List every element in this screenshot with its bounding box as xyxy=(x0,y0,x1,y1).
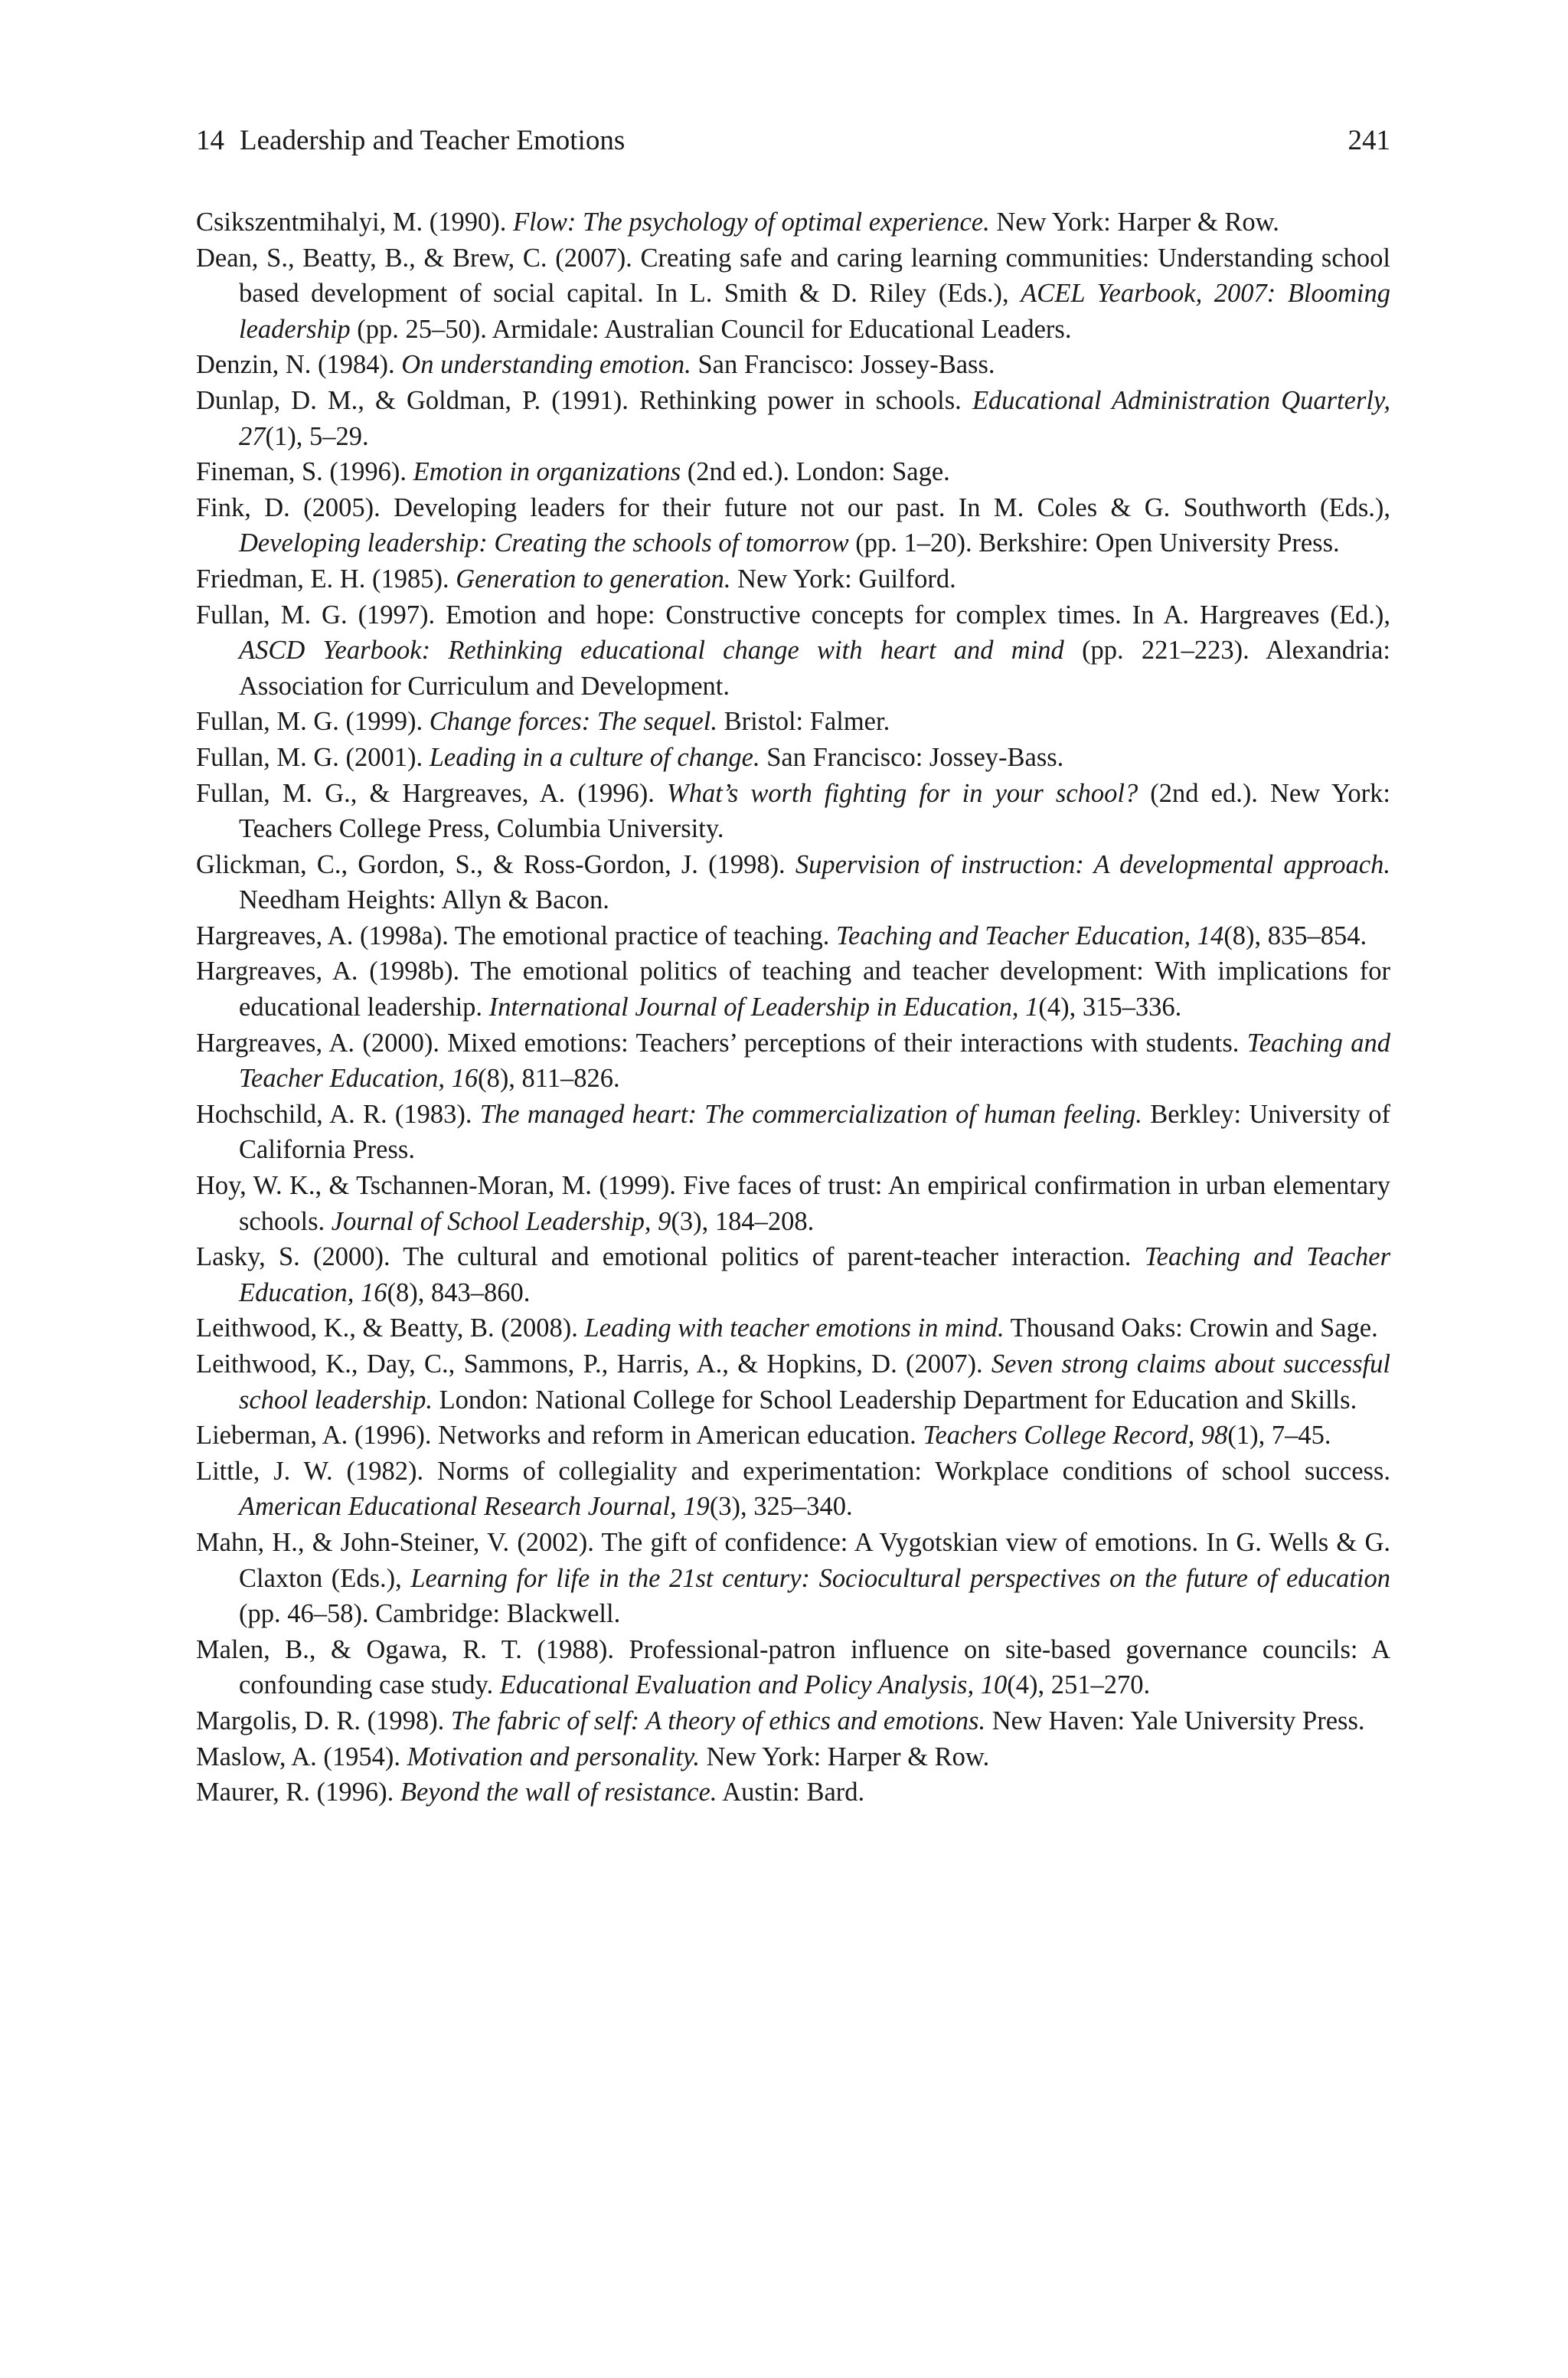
reference-text: Maurer, R. (1996). xyxy=(196,1778,400,1807)
reference-entry xyxy=(196,1168,1390,1239)
reference-entry xyxy=(196,776,1390,847)
reference-title-italic: American Educational Research Journal, 19 xyxy=(239,1492,710,1522)
reference-title-italic: Flow: The psychology of optimal experience. xyxy=(512,208,990,237)
reference-entry xyxy=(196,1346,1390,1418)
reference-title-italic: Supervision of instruction: A developmental approach. xyxy=(795,849,1390,879)
reference-title-italic: Change forces: The sequel. xyxy=(429,707,717,737)
reference-entry xyxy=(196,1632,1390,1703)
reference-title-italic: What’s worth fighting for in your school? xyxy=(666,778,1138,808)
reference-title-italic: Leading in a culture of change. xyxy=(429,742,760,772)
reference-entry xyxy=(196,597,1390,705)
reference-title-italic: Emotion in organizations xyxy=(413,457,681,487)
reference-text: Hargreaves, A. (1998a). The emotional practice of teaching. xyxy=(196,921,836,950)
reference-text: (3), 325–340. xyxy=(709,1492,853,1522)
reference-text: Mahn, H., & John-Steiner, V. (2002). The gift of confidence: A Vygotskian view of emotions. In G. Wells & G. Claxton (Eds.), xyxy=(196,1527,1390,1593)
reference-text: Leithwood, K., & Beatty, B. (2008). xyxy=(196,1313,585,1343)
reference-text: New York: Harper & Row. xyxy=(700,1742,990,1771)
reference-text: Fineman, S. (1996). xyxy=(196,457,413,487)
reference-text: Fullan, M. G., & Hargreaves, A. (1996). xyxy=(196,778,667,808)
reference-title-italic: Educational Administration Quarterly, 27 xyxy=(239,385,1390,451)
reference-text: Denzin, N. (1984). xyxy=(196,350,402,380)
reference-entry xyxy=(196,918,1390,954)
reference-text: Malen, B., & Ogawa, R. T. (1988). Professional-patron influence on site-based governance councils: A confounding case study. xyxy=(196,1634,1390,1700)
reference-text: Needham Heights: Allyn & Bacon. xyxy=(239,885,609,915)
reference-text: (pp. 46–58). Cambridge: Blackwell. xyxy=(239,1599,621,1629)
reference-entry xyxy=(196,1418,1390,1454)
reference-text: New York: Harper & Row. xyxy=(989,208,1279,237)
reference-text: New York: Guilford. xyxy=(730,564,956,594)
chapter-number: 14 xyxy=(196,125,224,156)
page-number: 241 xyxy=(1348,125,1390,156)
reference-text: New Haven: Yale University Press. xyxy=(985,1706,1365,1735)
reference-text: (pp. 25–50). Armidale: Australian Council for Educational Leaders. xyxy=(350,314,1072,344)
reference-text: Hoy, W. K., & Tschannen-Moran, M. (1999). Five faces of trust: An empirical confirmation in urban elementary schools. xyxy=(196,1171,1390,1236)
reference-text: Glickman, C., Gordon, S., & Ross-Gordon, J. (1998). xyxy=(196,849,795,879)
reference-title-italic: Learning for life in the 21st century: Sociocultural perspectives on the future of education xyxy=(410,1563,1390,1593)
reference-text: (8), 835–854. xyxy=(1223,921,1367,950)
reference-title-italic: Teaching and Teacher Education, 14 xyxy=(836,921,1224,950)
running-head xyxy=(196,123,1390,159)
reference-text: Dean, S., Beatty, B., & Brew, C. (2007). Creating safe and caring learning communities: Understanding school based development of social capital. In L. Smith & D. Riley (Eds.), xyxy=(196,243,1390,309)
reference-text: (2nd ed.). London: Sage. xyxy=(681,457,950,487)
reference-entry xyxy=(196,1097,1390,1168)
reference-entry xyxy=(196,561,1390,597)
reference-text: Friedman, E. H. (1985). xyxy=(196,564,456,594)
reference-text: (pp. 221–223). Alexandria: Association for Curriculum and Development. xyxy=(239,636,1390,701)
running-head-left xyxy=(196,123,640,159)
reference-text: Lasky, S. (2000). The cultural and emotional politics of parent-teacher interaction. xyxy=(196,1242,1145,1272)
reference-entry xyxy=(196,1454,1390,1525)
reference-entry xyxy=(196,1310,1390,1346)
reference-text: Hochschild, A. R. (1983). xyxy=(196,1099,480,1129)
reference-entry xyxy=(196,847,1390,918)
reference-entry xyxy=(196,454,1390,490)
reference-entry xyxy=(196,1025,1390,1097)
reference-text: (pp. 1–20). Berkshire: Open University Press. xyxy=(848,528,1340,558)
reference-entry xyxy=(196,1239,1390,1310)
reference-title-italic: Teaching and Teacher Education, 16 xyxy=(239,1242,1391,1307)
reference-entry xyxy=(196,704,1390,740)
reference-text: Hargreaves, A. (2000). Mixed emotions: Teachers’ perceptions of their interactions with students. xyxy=(196,1028,1247,1058)
reference-title-italic: Teachers College Record, 98 xyxy=(923,1421,1228,1451)
reference-text: (4), 251–270. xyxy=(1007,1670,1151,1700)
reference-text: (8), 811–826. xyxy=(478,1064,620,1094)
reference-text: Leithwood, K., Day, C., Sammons, P., Harris, A., & Hopkins, D. (2007). xyxy=(196,1349,991,1379)
reference-text: Maslow, A. (1954). xyxy=(196,1742,407,1771)
reference-text: Dunlap, D. M., & Goldman, P. (1991). Rethinking power in schools. xyxy=(196,385,972,415)
reference-text: (1), 7–45. xyxy=(1227,1421,1331,1451)
reference-title-italic: The fabric of self: A theory of ethics and emotions. xyxy=(450,1706,986,1735)
reference-entry xyxy=(196,1739,1390,1775)
reference-title-italic: Leading with teacher emotions in mind. xyxy=(584,1313,1004,1343)
reference-text: Austin: Bard. xyxy=(717,1778,865,1807)
reference-title-italic: The managed heart: The commercialization of human feeling. xyxy=(479,1099,1142,1129)
reference-entry xyxy=(196,347,1390,383)
reference-text: Fink, D. (2005). Developing leaders for their future not our past. In M. Coles & G. Southworth (Eds.), xyxy=(196,492,1390,522)
reference-title-italic: Educational Evaluation and Policy Analysis, 10 xyxy=(499,1670,1008,1700)
reference-entry xyxy=(196,953,1390,1025)
reference-title-italic: ASCD Yearbook: Rethinking educational change with heart and mind xyxy=(239,636,1064,666)
reference-text: Berkley: University of California Press. xyxy=(239,1099,1391,1165)
book-page xyxy=(196,123,1390,1810)
reference-text: Lieberman, A. (1996). Networks and reform in American education. xyxy=(196,1421,923,1451)
reference-text: Bristol: Falmer. xyxy=(717,707,890,737)
reference-text: Csikszentmihalyi, M. (1990). xyxy=(196,208,513,237)
reference-text: (2nd ed.). New York: Teachers College Press, Columbia University. xyxy=(239,778,1390,844)
reference-title-italic: Teaching and Teacher Education, 16 xyxy=(239,1028,1391,1094)
reference-entry xyxy=(196,240,1390,348)
reference-entry xyxy=(196,1775,1390,1810)
reference-text: Hargreaves, A. (1998b). The emotional politics of teaching and teacher development: With implications for educational leadership. xyxy=(196,957,1390,1022)
reference-text: Fullan, M. G. (1999). xyxy=(196,707,430,737)
reference-entry xyxy=(196,204,1390,240)
reference-title-italic: Generation to generation. xyxy=(456,564,731,594)
reference-text: San Francisco: Jossey-Bass. xyxy=(691,350,995,380)
reference-title-italic: Journal of School Leadership, 9 xyxy=(331,1206,671,1236)
reference-entry xyxy=(196,490,1390,561)
reference-entry xyxy=(196,1525,1390,1632)
reference-title-italic: Beyond the wall of resistance. xyxy=(400,1778,717,1807)
chapter-title: Leadership and Teacher Emotions xyxy=(240,125,626,156)
reference-list xyxy=(196,204,1390,1810)
reference-text: Margolis, D. R. (1998). xyxy=(196,1706,451,1735)
reference-text: Fullan, M. G. (1997). Emotion and hope: Constructive concepts for complex times. In A. Hargreaves (Ed.), xyxy=(196,600,1390,630)
reference-entry xyxy=(196,1703,1390,1739)
reference-text: (4), 315–336. xyxy=(1038,993,1182,1022)
reference-text: London: National College for School Leadership Department for Education and Skills. xyxy=(432,1385,1357,1415)
reference-text: Fullan, M. G. (2001). xyxy=(196,742,430,772)
reference-text: Little, J. W. (1982). Norms of collegiality and experimentation: Workplace conditions of school success. xyxy=(196,1456,1390,1486)
reference-title-italic: Developing leadership: Creating the schools of tomorrow xyxy=(239,528,849,558)
reference-text: Thousand Oaks: Crowin and Sage. xyxy=(1004,1313,1378,1343)
reference-title-italic: International Journal of Leadership in Education, 1 xyxy=(488,993,1039,1022)
reference-entry xyxy=(196,383,1390,454)
reference-title-italic: Motivation and personality. xyxy=(407,1742,701,1771)
reference-title-italic: Seven strong claims about successful school leadership. xyxy=(239,1349,1390,1415)
reference-text: (3), 184–208. xyxy=(671,1206,815,1236)
reference-text: (8), 843–860. xyxy=(387,1277,531,1307)
reference-text: (1), 5–29. xyxy=(265,421,369,451)
reference-title-italic: On understanding emotion. xyxy=(401,350,691,380)
reference-title-italic: ACEL Yearbook, 2007: Blooming leadership xyxy=(239,279,1390,344)
reference-text: San Francisco: Jossey-Bass. xyxy=(760,742,1064,772)
reference-entry xyxy=(196,740,1390,776)
